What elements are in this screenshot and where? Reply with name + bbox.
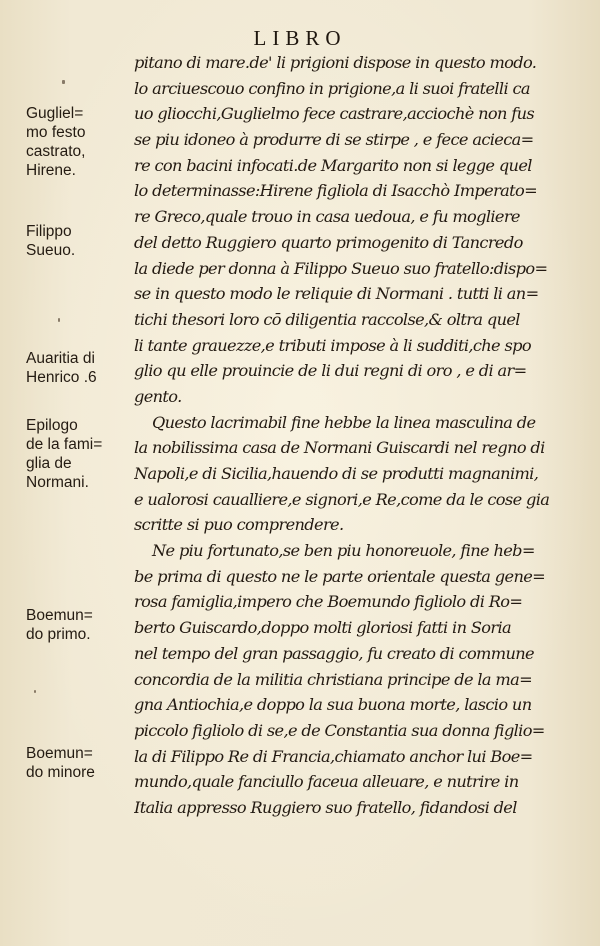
margin-note-boemundo-primo (26, 606, 126, 644)
body-line: concordia de la militia christiana principe de la ma= (134, 669, 533, 689)
body-line: glio qu elle prouincie de li dui regni di oro , e di ar= (134, 361, 527, 381)
body-line: gna Antiochia,e doppo la sua buona morte, lascio un (134, 695, 532, 715)
margin-note-line: castrato, (26, 143, 86, 160)
ink-speck (58, 318, 60, 322)
margin-note-line: Boemun= (26, 607, 93, 624)
body-line: Questo lacrimabil fine hebbe la linea masculina de (152, 412, 536, 432)
body-line: berto Guiscardo,doppo molti gloriosi fatti in Soria (134, 618, 511, 638)
body-line: la di Filippo Re di Francia,chiamato anchor lui Boe= (134, 746, 533, 766)
body-line: uo gliocchi,Guglielmo fece castrare,acciochè non fus (134, 104, 535, 124)
margin-note-line: Auaritia di (26, 350, 95, 367)
body-line: re con bacini infocati.de Margarito non si legge quel (134, 155, 532, 175)
margin-note-boemundo-minore (26, 744, 126, 782)
body-line: Italia appresso Ruggiero suo fratello, fidandosi del (134, 797, 517, 817)
body-line: pitano di mare.de' li prigioni dispose in questo modo. (134, 53, 537, 72)
body-line: del detto Ruggiero quarto primogenito di Tancredo (134, 232, 523, 252)
running-header: LIBRO (253, 26, 347, 50)
margin-note-filippo (26, 222, 126, 260)
body-line: mundo,quale fanciullo faceua alleuare, e nutrire in (134, 772, 519, 792)
margin-note-line: Sueuo. (26, 242, 76, 259)
body-line: gento. (134, 386, 182, 406)
margin-note-line: do minore (26, 764, 95, 781)
body-line: scritte si puo comprendere. (134, 515, 344, 535)
body-line: piccolo figliolo di se,e de Constantia sua donna figlio= (134, 720, 545, 740)
body-line: be prima di questo ne le parte orientale questa gene= (134, 566, 546, 586)
body-line: lo determinasse:Hirene figliola di Isacchò Imperato= (134, 181, 538, 201)
margin-note-line: glia de (26, 455, 72, 472)
body-line: tichi thesori loro cō diligentia raccolse,& oltra quel (134, 309, 520, 329)
body-line: Ne piu fortunato,se ben piu honoreuole, fine heb= (152, 541, 535, 561)
margin-note-epilogo (26, 416, 126, 492)
margin-note-line: mo festo (26, 124, 86, 141)
margin-note-line: Epilogo (26, 417, 78, 434)
body-line: la diede per donna à Filippo Sueuo suo fratello:dispo= (134, 258, 548, 278)
margin-note-line: Henrico .6 (26, 369, 97, 386)
body-line: re Greco,quale trouo in casa uedoua, e fu mogliere (134, 207, 520, 227)
margin-note-line: Normani. (26, 474, 89, 491)
margin-note-line: Hirene. (26, 162, 76, 179)
margin-note-line: de la fami= (26, 436, 103, 453)
body-line: e ualorosi caualliere,e signori,e Re,come da le cose gia (134, 489, 550, 509)
margin-note-auaritia (26, 349, 126, 387)
margin-note-line: Boemun= (26, 745, 93, 762)
body-line: se piu idoneo à produrre di se stirpe , e fece acieca= (134, 130, 534, 150)
margin-note-guglielmo (26, 104, 126, 180)
ink-speck (62, 80, 65, 84)
ink-speck (34, 690, 36, 693)
margin-note-line: Filippo (26, 223, 72, 240)
margin-note-line: Gugliel= (26, 105, 84, 122)
margin-note-line: do primo. (26, 626, 91, 643)
body-line: li tante grauezze,e tributi impose à li sudditi,che spo (134, 335, 531, 355)
body-line: Napoli,e di Sicilia,hauendo di se produtti magnanimi, (134, 464, 539, 483)
body-line: la nobilissima casa de Normani Guiscardi nel regno di (134, 438, 545, 458)
body-line: se in questo modo le reliquie di Normani . tutti li an= (134, 284, 539, 304)
body-line: rosa famiglia,impero che Boemundo figliolo di Ro= (134, 592, 523, 612)
body-text-block (134, 50, 570, 821)
body-line: nel tempo del gran passaggio, fu creato di commune (134, 643, 534, 663)
body-line: lo arciuescouo confino in prigione,a li suoi fratelli ca (134, 78, 530, 98)
